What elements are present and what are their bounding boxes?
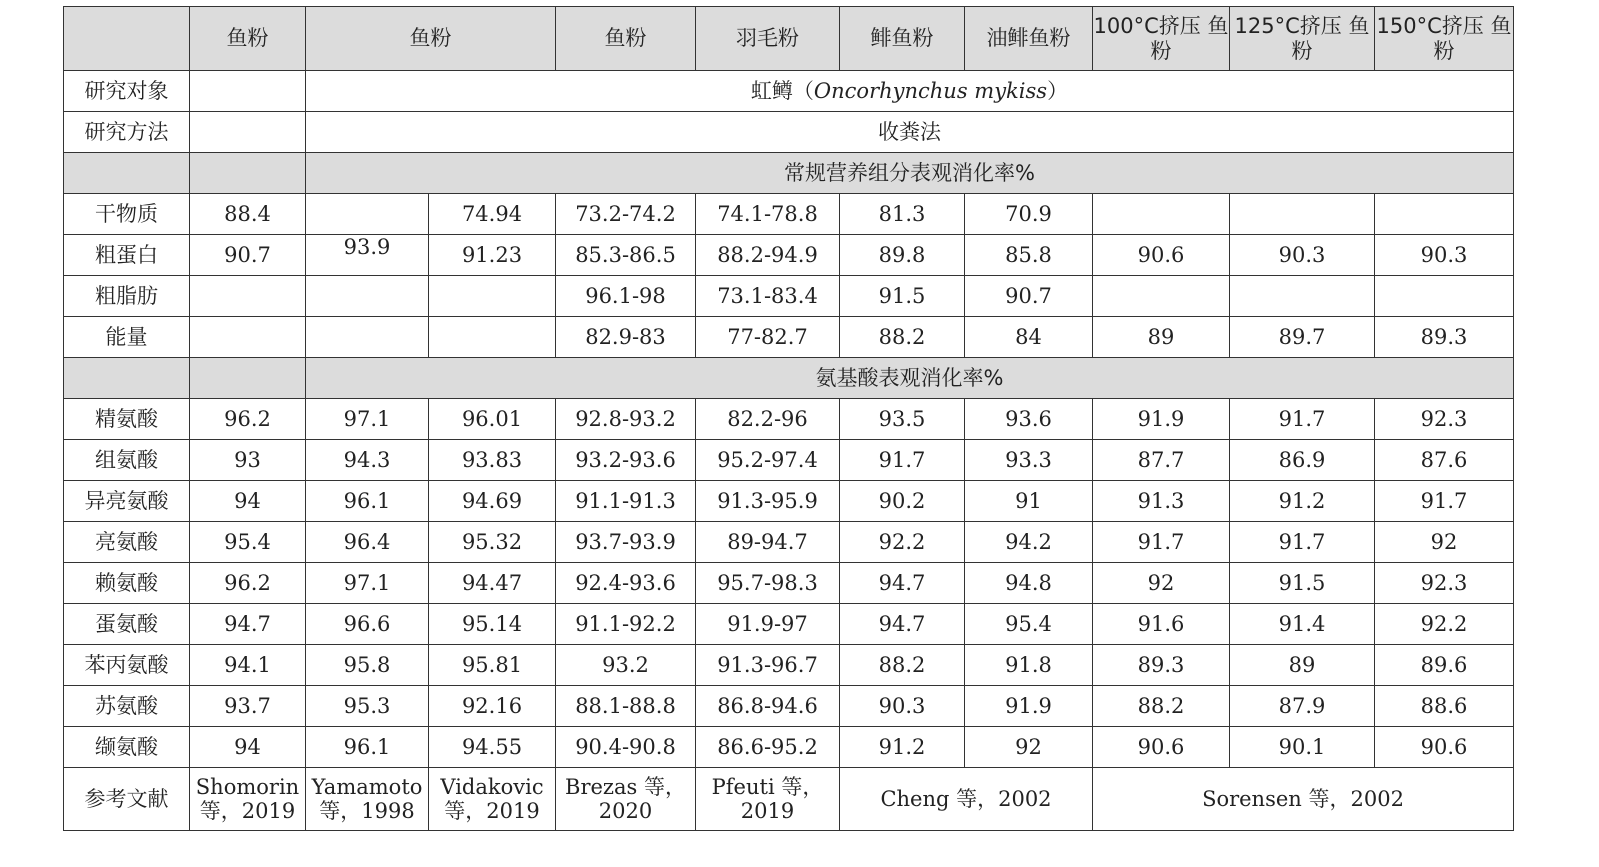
amino-acid-cell: 89.3 [1093, 645, 1230, 686]
amino-acid-cell: 94.3 [306, 440, 429, 481]
amino-acid-cell: 90.6 [1375, 727, 1514, 768]
amino-acid-cell: 91.2 [840, 727, 965, 768]
study-method-row [64, 112, 1514, 153]
amino-acid-cell: 96.01 [429, 399, 556, 440]
amino-acid-cell: 94.7 [840, 604, 965, 645]
amino-acid-cell: 94.2 [965, 522, 1093, 563]
amino-acid-cell: 93.5 [840, 399, 965, 440]
amino-acid-cell: 92.4-93.6 [556, 563, 696, 604]
amino-acid-cell: 96.2 [190, 563, 306, 604]
nutrient-cell [306, 194, 429, 235]
nutrient-cell [1093, 194, 1230, 235]
header-col-fishmeal-2: 鱼粉 [306, 7, 556, 71]
amino-acid-cell: 95.14 [429, 604, 556, 645]
amino-acid-cell: 86.6-95.2 [696, 727, 840, 768]
amino-acid-row-label: 缬氨酸 [64, 727, 190, 768]
nutrient-cell: 89.8 [840, 235, 965, 276]
amino-acid-cell: 91.7 [840, 440, 965, 481]
amino-acid-cell: 94.8 [965, 563, 1093, 604]
amino-acid-row-label: 亮氨酸 [64, 522, 190, 563]
study-object-value [306, 71, 1514, 112]
amino-acid-row [64, 563, 1514, 604]
nutrient-cell: 73.2-74.2 [556, 194, 696, 235]
amino-acid-cell: 97.1 [306, 563, 429, 604]
amino-acid-cell: 96.2 [190, 399, 306, 440]
amino-acid-cell: 92.2 [1375, 604, 1514, 645]
amino-acid-cell: 91.6 [1093, 604, 1230, 645]
amino-acid-row [64, 440, 1514, 481]
amino-acid-row [64, 604, 1514, 645]
amino-acid-cell: 89-94.7 [696, 522, 840, 563]
amino-acid-cell: 94.7 [840, 563, 965, 604]
reference-cheng: Cheng 等，2002 [840, 768, 1093, 831]
amino-acid-cell: 91.1-91.3 [556, 481, 696, 522]
amino-acid-cell: 94.1 [190, 645, 306, 686]
references-row [64, 768, 1514, 831]
amino-acid-cell: 93 [190, 440, 306, 481]
amino-acid-cell: 96.1 [306, 727, 429, 768]
nutrient-cell: 70.9 [965, 194, 1093, 235]
nutrient-row [64, 235, 1514, 276]
study-object-row [64, 71, 1514, 112]
reference-sorensen: Sorensen 等，2002 [1093, 768, 1514, 831]
amino-acid-cell: 91.7 [1375, 481, 1514, 522]
amino-acid-cell: 93.3 [965, 440, 1093, 481]
amino-acid-cell: 91.4 [1230, 604, 1375, 645]
amino-acid-row [64, 727, 1514, 768]
amino-acid-row-label: 组氨酸 [64, 440, 190, 481]
study-method-value: 收粪法 [306, 112, 1514, 153]
amino-acid-cell: 91.9 [965, 686, 1093, 727]
amino-acid-cell: 94.7 [190, 604, 306, 645]
nutrient-cell: 91.23 [429, 235, 556, 276]
header-col-fishmeal-3: 鱼粉 [556, 7, 696, 71]
amino-acid-cell: 91.7 [1093, 522, 1230, 563]
nutrient-cell: 88.2-94.9 [696, 235, 840, 276]
amino-acid-cell: 96.1 [306, 481, 429, 522]
amino-acid-cell: 90.3 [840, 686, 965, 727]
amino-acid-cell: 88.1-88.8 [556, 686, 696, 727]
amino-acid-cell: 90.1 [1230, 727, 1375, 768]
amino-acid-cell: 96.4 [306, 522, 429, 563]
header-col-menhaden-meal: 油鲱鱼粉 [965, 7, 1093, 71]
nutrient-row-label: 能量 [64, 317, 190, 358]
amino-acid-row [64, 645, 1514, 686]
amino-acid-row-label: 蛋氨酸 [64, 604, 190, 645]
nutrient-cell [190, 276, 306, 317]
amino-acid-cell: 93.83 [429, 440, 556, 481]
amino-acid-cell: 91.7 [1230, 399, 1375, 440]
nutrient-cell [1375, 194, 1514, 235]
amino-acid-cell: 91.5 [1230, 563, 1375, 604]
nutrient-cell [1093, 276, 1230, 317]
nutrient-cell: 89.7 [1230, 317, 1375, 358]
amino-acid-cell: 92 [965, 727, 1093, 768]
nutrient-cell: 90.6 [1093, 235, 1230, 276]
header-col-extruded-125: 125°C挤压 鱼粉 [1230, 7, 1375, 71]
amino-acid-cell: 90.2 [840, 481, 965, 522]
nutrient-cell: 81.3 [840, 194, 965, 235]
references-label: 参考文献 [64, 768, 190, 831]
nutrient-cell [1230, 276, 1375, 317]
amino-acid-cell: 91.3-95.9 [696, 481, 840, 522]
section-amino-empty-1 [64, 358, 190, 399]
amino-acid-cell: 86.9 [1230, 440, 1375, 481]
amino-acid-row [64, 399, 1514, 440]
amino-acid-cell: 92.2 [840, 522, 965, 563]
nutrient-cell: 90.7 [965, 276, 1093, 317]
nutrient-cell [190, 317, 306, 358]
header-col-extruded-100: 100°C挤压 鱼粉 [1093, 7, 1230, 71]
section-amino-row [64, 358, 1514, 399]
nutrient-cell [306, 317, 429, 358]
header-col-fishmeal-1: 鱼粉 [190, 7, 306, 71]
nutrient-row [64, 276, 1514, 317]
nutrient-cell: 90.3 [1230, 235, 1375, 276]
study-object-close: ） [1047, 78, 1069, 103]
nutrient-cell: 93.9 [306, 235, 429, 276]
digestibility-table [63, 6, 1514, 831]
amino-acid-cell: 97.1 [306, 399, 429, 440]
amino-acid-cell: 91.9 [1093, 399, 1230, 440]
study-object-label: 研究对象 [64, 71, 190, 112]
amino-acid-cell: 92.16 [429, 686, 556, 727]
amino-acid-cell: 87.9 [1230, 686, 1375, 727]
amino-acid-cell: 82.2-96 [696, 399, 840, 440]
amino-acid-cell: 92 [1093, 563, 1230, 604]
nutrient-row-label: 粗脂肪 [64, 276, 190, 317]
reference-yamamoto: Yamamoto 等，1998 [306, 768, 429, 831]
amino-acid-cell: 94.69 [429, 481, 556, 522]
reference-vidakovic: Vidakovic 等，2019 [429, 768, 556, 831]
header-col-feather-meal: 羽毛粉 [696, 7, 840, 71]
section-amino-empty-2 [190, 358, 306, 399]
amino-acid-row-label: 赖氨酸 [64, 563, 190, 604]
nutrient-cell: 88.2 [840, 317, 965, 358]
amino-acid-cell: 95.8 [306, 645, 429, 686]
header-corner [64, 7, 190, 71]
amino-acid-cell: 95.2-97.4 [696, 440, 840, 481]
amino-acid-row-label: 苏氨酸 [64, 686, 190, 727]
amino-acid-cell: 88.2 [840, 645, 965, 686]
nutrient-cell [306, 276, 429, 317]
amino-acid-cell: 91.1-92.2 [556, 604, 696, 645]
amino-acid-cell: 94.47 [429, 563, 556, 604]
amino-acid-cell: 92 [1375, 522, 1514, 563]
nutrient-row [64, 194, 1514, 235]
study-method-empty [190, 112, 306, 153]
amino-acid-cell: 95.81 [429, 645, 556, 686]
amino-acid-row-label: 异亮氨酸 [64, 481, 190, 522]
section-nutrient-empty-2 [190, 153, 306, 194]
amino-acid-cell: 94 [190, 481, 306, 522]
amino-acid-row [64, 481, 1514, 522]
amino-acid-row [64, 522, 1514, 563]
nutrient-cell: 84 [965, 317, 1093, 358]
nutrient-cell: 74.94 [429, 194, 556, 235]
amino-acid-cell: 94 [190, 727, 306, 768]
nutrient-row-label: 干物质 [64, 194, 190, 235]
amino-acid-cell: 95.4 [965, 604, 1093, 645]
nutrient-cell [429, 276, 556, 317]
nutrient-cell: 91.5 [840, 276, 965, 317]
amino-acid-cell: 91.3 [1093, 481, 1230, 522]
amino-acid-cell: 92.3 [1375, 563, 1514, 604]
amino-acid-cell: 95.3 [306, 686, 429, 727]
amino-acid-cell: 88.2 [1093, 686, 1230, 727]
nutrient-cell: 85.8 [965, 235, 1093, 276]
nutrient-cell: 89 [1093, 317, 1230, 358]
amino-acid-cell: 94.55 [429, 727, 556, 768]
section-nutrient-empty-1 [64, 153, 190, 194]
nutrient-cell [1375, 276, 1514, 317]
amino-acid-cell: 93.7-93.9 [556, 522, 696, 563]
nutrient-cell [1230, 194, 1375, 235]
amino-acid-cell: 89 [1230, 645, 1375, 686]
amino-acid-cell: 96.6 [306, 604, 429, 645]
nutrient-cell: 90.7 [190, 235, 306, 276]
amino-acid-cell: 87.6 [1375, 440, 1514, 481]
reference-shomorin: Shomorin 等，2019 [190, 768, 306, 831]
nutrient-cell: 85.3-86.5 [556, 235, 696, 276]
header-col-herring-meal: 鲱鱼粉 [840, 7, 965, 71]
study-method-label: 研究方法 [64, 112, 190, 153]
nutrient-cell: 74.1-78.8 [696, 194, 840, 235]
amino-acid-cell: 89.6 [1375, 645, 1514, 686]
amino-acid-cell: 91.3-96.7 [696, 645, 840, 686]
amino-acid-cell: 87.7 [1093, 440, 1230, 481]
amino-acid-cell: 86.8-94.6 [696, 686, 840, 727]
nutrient-cell: 73.1-83.4 [696, 276, 840, 317]
section-amino-title: 氨基酸表观消化率% [306, 358, 1514, 399]
amino-acid-cell: 93.6 [965, 399, 1093, 440]
study-object-empty [190, 71, 306, 112]
section-nutrient-row [64, 153, 1514, 194]
amino-acid-cell: 93.7 [190, 686, 306, 727]
amino-acid-row-label: 精氨酸 [64, 399, 190, 440]
amino-acid-cell: 91.7 [1230, 522, 1375, 563]
nutrient-cell: 82.9-83 [556, 317, 696, 358]
study-object-cn: 虹鳟（ [750, 78, 814, 103]
amino-acid-cell: 93.2 [556, 645, 696, 686]
study-object-latin: Oncorhynchus mykiss [813, 78, 1048, 103]
amino-acid-row-label: 苯丙氨酸 [64, 645, 190, 686]
reference-pfeuti: Pfeuti 等， 2019 [696, 768, 840, 831]
amino-acid-cell: 90.4-90.8 [556, 727, 696, 768]
amino-acid-cell: 93.2-93.6 [556, 440, 696, 481]
reference-brezas: Brezas 等， 2020 [556, 768, 696, 831]
amino-acid-cell: 91.9-97 [696, 604, 840, 645]
nutrient-cell: 88.4 [190, 194, 306, 235]
nutrient-cell [429, 317, 556, 358]
amino-acid-cell: 92.3 [1375, 399, 1514, 440]
amino-acid-row [64, 686, 1514, 727]
amino-acid-cell: 92.8-93.2 [556, 399, 696, 440]
nutrient-row [64, 317, 1514, 358]
nutrient-cell: 89.3 [1375, 317, 1514, 358]
header-col-extruded-150: 150°C挤压 鱼粉 [1375, 7, 1514, 71]
amino-acid-cell: 95.32 [429, 522, 556, 563]
nutrient-cell: 90.3 [1375, 235, 1514, 276]
amino-acid-cell: 95.4 [190, 522, 306, 563]
header-row [64, 7, 1514, 71]
amino-acid-cell: 90.6 [1093, 727, 1230, 768]
nutrient-row-label: 粗蛋白 [64, 235, 190, 276]
nutrient-cell: 77-82.7 [696, 317, 840, 358]
amino-acid-cell: 88.6 [1375, 686, 1514, 727]
amino-rows [64, 399, 1514, 768]
nutrient-rows [64, 194, 1514, 358]
section-nutrient-title: 常规营养组分表观消化率% [306, 153, 1514, 194]
amino-acid-cell: 91.8 [965, 645, 1093, 686]
amino-acid-cell: 91 [965, 481, 1093, 522]
nutrient-cell: 96.1-98 [556, 276, 696, 317]
amino-acid-cell: 95.7-98.3 [696, 563, 840, 604]
amino-acid-cell: 91.2 [1230, 481, 1375, 522]
